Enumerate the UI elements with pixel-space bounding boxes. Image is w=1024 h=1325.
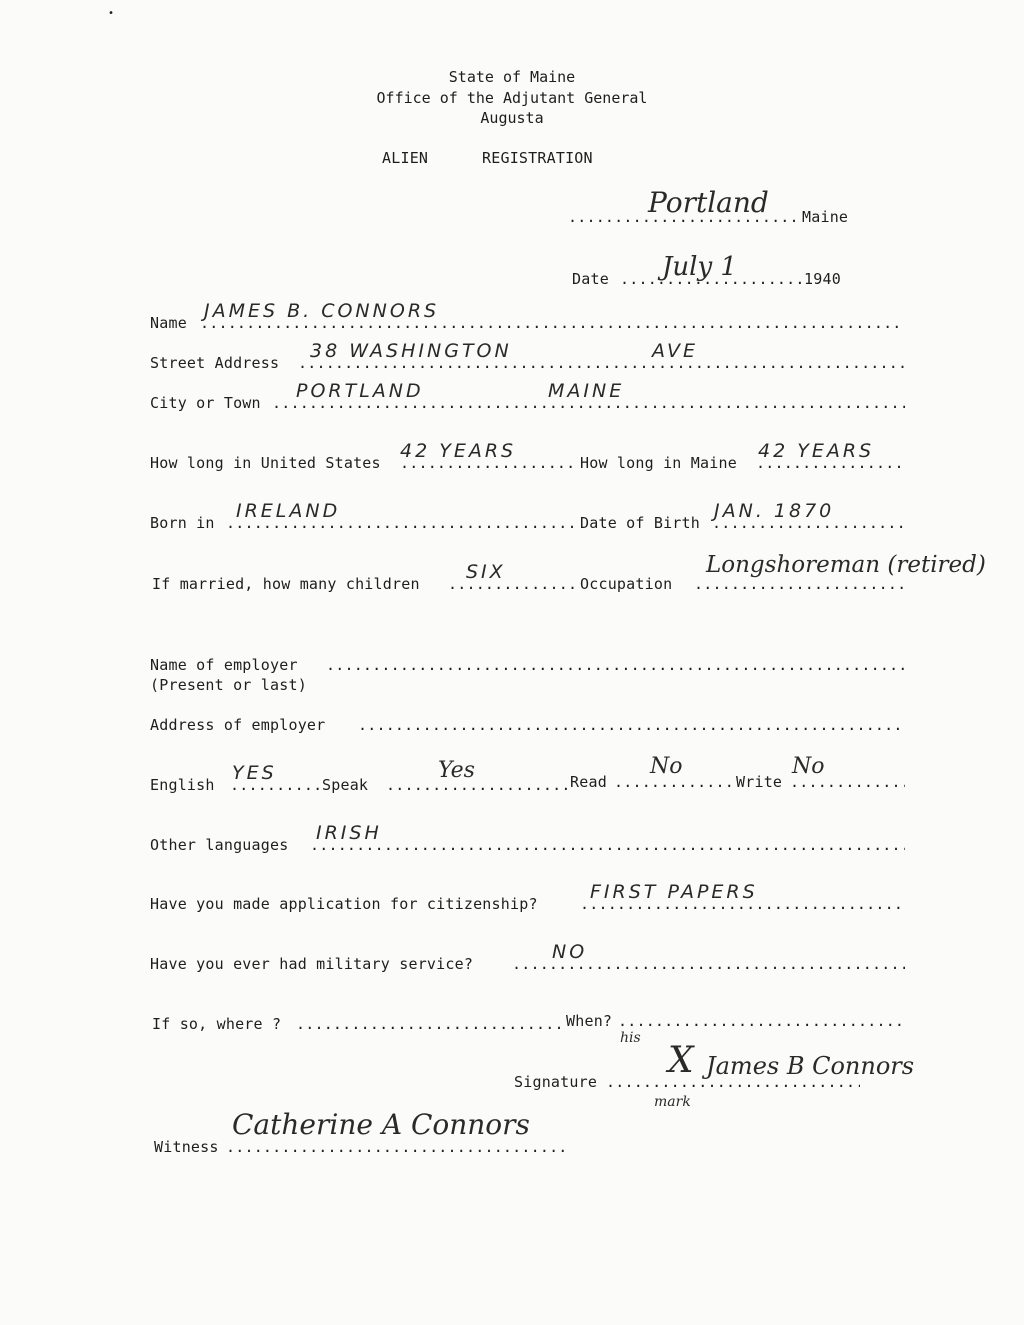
- employer-sublabel: (Present or last): [150, 676, 307, 694]
- city-value-2: MAINE: [548, 380, 625, 402]
- employer-dots: [326, 656, 905, 676]
- where-dots: [296, 1015, 564, 1035]
- title-registration: REGISTRATION: [482, 149, 593, 167]
- street-label: Street Address: [150, 354, 280, 372]
- place-value: Portland: [648, 186, 769, 219]
- employer-address-dots: [358, 716, 905, 736]
- born-in-label: Born in: [150, 514, 215, 532]
- where-label: If so, where ?: [152, 1015, 282, 1033]
- employer-label: Name of employer: [150, 656, 298, 674]
- other-languages-label: Other languages: [150, 836, 289, 854]
- city-value-1: PORTLAND: [296, 380, 424, 402]
- occupation-dots: [694, 575, 905, 595]
- signature-his: his: [620, 1030, 641, 1046]
- header-state: State of Maine: [448, 68, 576, 86]
- english-value: YES: [232, 762, 277, 784]
- how-long-maine-value: 42 YEARS: [758, 440, 875, 462]
- employer-address-label: Address of employer: [150, 716, 326, 734]
- date-value: July 1: [662, 252, 737, 282]
- when-dots: [618, 1012, 905, 1032]
- write-value: No: [792, 754, 825, 779]
- citizenship-label: Have you made application for citizenship?: [150, 895, 538, 913]
- how-long-us-value: 42 YEARS: [400, 440, 517, 462]
- dob-value: JAN. 1870: [714, 500, 835, 522]
- street-value-1: 38 WASHINGTON: [310, 340, 512, 362]
- name-value: JAMES B. CONNORS: [204, 300, 440, 322]
- witness-label: Witness: [154, 1138, 219, 1156]
- read-label: Read: [570, 773, 607, 791]
- citizenship-value: FIRST PAPERS: [590, 881, 758, 903]
- dob-label: Date of Birth: [580, 514, 700, 532]
- title-alien: ALIEN: [382, 149, 429, 167]
- street-value-2: AVE: [652, 340, 699, 362]
- date-year: 1940: [804, 270, 841, 288]
- born-in-value: IRELAND: [236, 500, 341, 522]
- english-label: English: [150, 776, 215, 794]
- signature-mark-word: mark: [654, 1094, 691, 1110]
- witness-dots: [226, 1138, 566, 1158]
- children-value: SIX: [466, 561, 506, 583]
- other-languages-value: IRISH: [316, 822, 382, 844]
- place-suffix: Maine: [802, 208, 849, 226]
- header-office: Office of the Adjutant General: [376, 89, 648, 107]
- city-label: City or Town: [150, 394, 261, 412]
- how-long-maine-label: How long in Maine: [580, 454, 737, 472]
- witness-value: Catherine A Connors: [232, 1108, 530, 1141]
- read-value: No: [650, 754, 683, 779]
- other-languages-dots: [310, 836, 905, 856]
- name-label: Name: [150, 314, 187, 332]
- date-label: Date: [572, 270, 609, 288]
- signature-label: Signature: [514, 1073, 598, 1091]
- occupation-label: Occupation: [580, 575, 673, 593]
- military-value: NO: [552, 941, 588, 963]
- when-label: When?: [566, 1012, 613, 1030]
- speak-label: Speak: [322, 776, 369, 794]
- write-label: Write: [736, 773, 783, 791]
- occupation-value: Longshoreman (retired): [706, 552, 986, 578]
- signature-x-mark: X: [668, 1040, 694, 1081]
- scan-speck: •: [108, 8, 115, 19]
- header-city: Augusta: [480, 109, 544, 127]
- how-long-us-label: How long in United States: [150, 454, 381, 472]
- speak-value: Yes: [438, 758, 475, 783]
- speak-dots: [386, 776, 570, 796]
- military-label: Have you ever had military service?: [150, 955, 474, 973]
- signature-value: James B Connors: [706, 1052, 915, 1080]
- children-label: If married, how many children: [152, 575, 420, 593]
